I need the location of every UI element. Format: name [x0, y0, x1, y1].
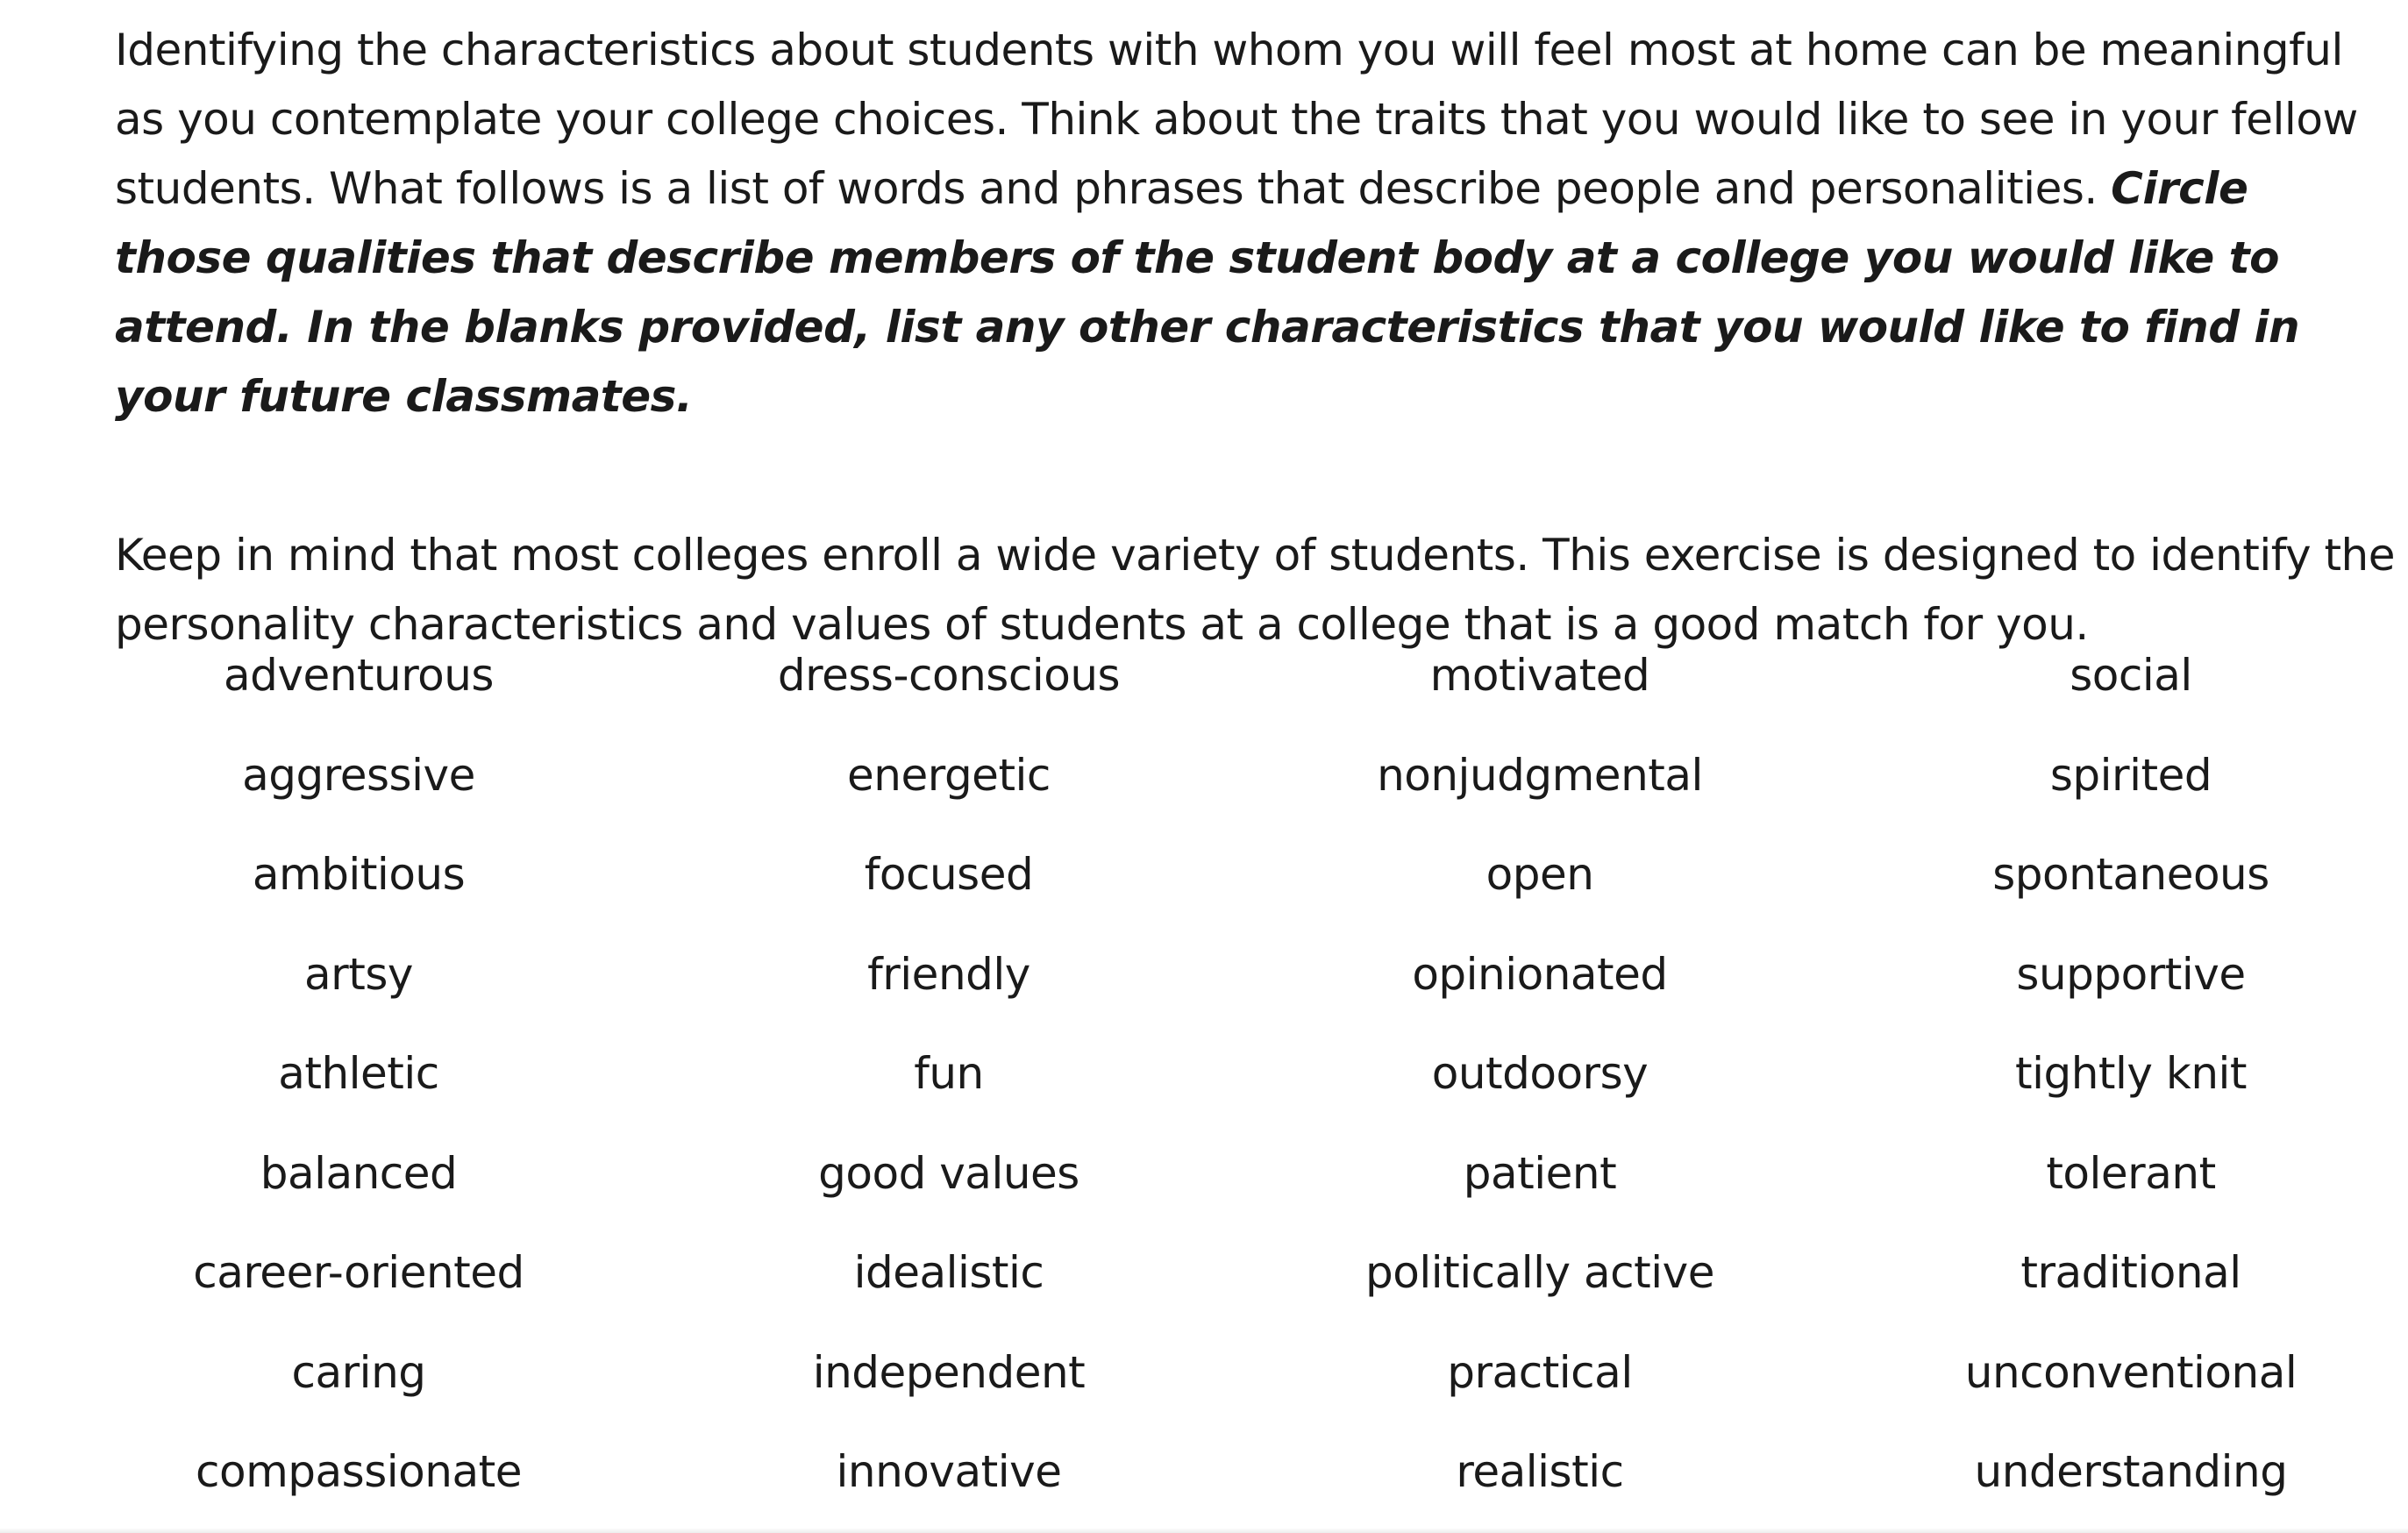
quality-word[interactable]: tightly knit [2014, 1048, 2248, 1099]
quality-word[interactable]: unconventional [1964, 1346, 2298, 1398]
quality-word[interactable]: athletic [278, 1048, 439, 1099]
quality-word[interactable]: motivated [1429, 650, 1650, 701]
quality-word[interactable]: focused [864, 849, 1034, 900]
quality-word[interactable]: balanced [260, 1147, 458, 1199]
quality-word[interactable]: understanding [1974, 1446, 2288, 1497]
quality-word[interactable]: adventurous [223, 650, 494, 701]
quality-word[interactable]: dress-conscious [777, 650, 1121, 701]
quality-word[interactable]: spontaneous [1992, 849, 2269, 900]
quality-word[interactable]: innovative [836, 1446, 1062, 1497]
quality-word[interactable]: open [1485, 849, 1594, 900]
quality-word[interactable]: patient [1463, 1147, 1617, 1199]
word-column-1 [52, 636, 666, 1532]
quality-word[interactable]: fun [914, 1048, 984, 1099]
quality-word[interactable]: social [2070, 650, 2192, 701]
quality-word[interactable]: aggressive [242, 749, 475, 801]
quality-word[interactable]: ambitious [252, 849, 466, 900]
word-column-2 [642, 636, 1256, 1532]
quality-word[interactable]: outdoorsy [1431, 1048, 1649, 1099]
intro-instructions: Circle those qualities that describe members of the student body at a college you would like to attend. In the blanks provided, list any other characteristics that you would like to find in your future classmates. [115, 163, 2300, 422]
quality-word[interactable]: nonjudgmental [1377, 749, 1703, 801]
quality-word[interactable]: artsy [304, 948, 413, 1000]
quality-word[interactable]: traditional [2020, 1247, 2241, 1298]
quality-word[interactable]: supportive [2016, 948, 2246, 1000]
quality-word[interactable]: practical [1447, 1346, 1633, 1398]
page-bottom-edge [0, 1528, 2408, 1533]
quality-word[interactable]: independent [812, 1346, 1086, 1398]
quality-word[interactable]: caring [291, 1346, 426, 1398]
intro-paragraph [115, 16, 2395, 431]
quality-word[interactable]: tolerant [2046, 1147, 2216, 1199]
quality-word[interactable]: good values [818, 1147, 1079, 1199]
word-column-3 [1233, 636, 1847, 1532]
quality-word[interactable]: career-oriented [193, 1247, 524, 1298]
quality-word[interactable]: opinionated [1412, 948, 1668, 1000]
quality-word[interactable]: compassionate [196, 1446, 522, 1497]
word-column-4 [1824, 636, 2408, 1532]
quality-word[interactable]: idealistic [853, 1247, 1044, 1298]
variety-paragraph: Keep in mind that most colleges enroll a wide variety of students. This exercise is designed to identify the personality characteristics and values of students at a college that is a good match for you. [115, 530, 2396, 650]
quality-word[interactable]: politically active [1365, 1247, 1714, 1298]
intro-text: Identifying the characteristics about students with whom you will feel most at home can be meaningful as you contemplate your college choices. Think about the traits that you would like to see in your fellow students. What follows is a list of words and phrases that describe people and personalities. [115, 25, 2358, 214]
document-body [115, 16, 2395, 660]
quality-word[interactable]: realistic [1456, 1446, 1624, 1497]
quality-word[interactable]: energetic [847, 749, 1051, 801]
quality-word[interactable]: spirited [2049, 749, 2212, 801]
quality-word[interactable]: friendly [867, 948, 1030, 1000]
